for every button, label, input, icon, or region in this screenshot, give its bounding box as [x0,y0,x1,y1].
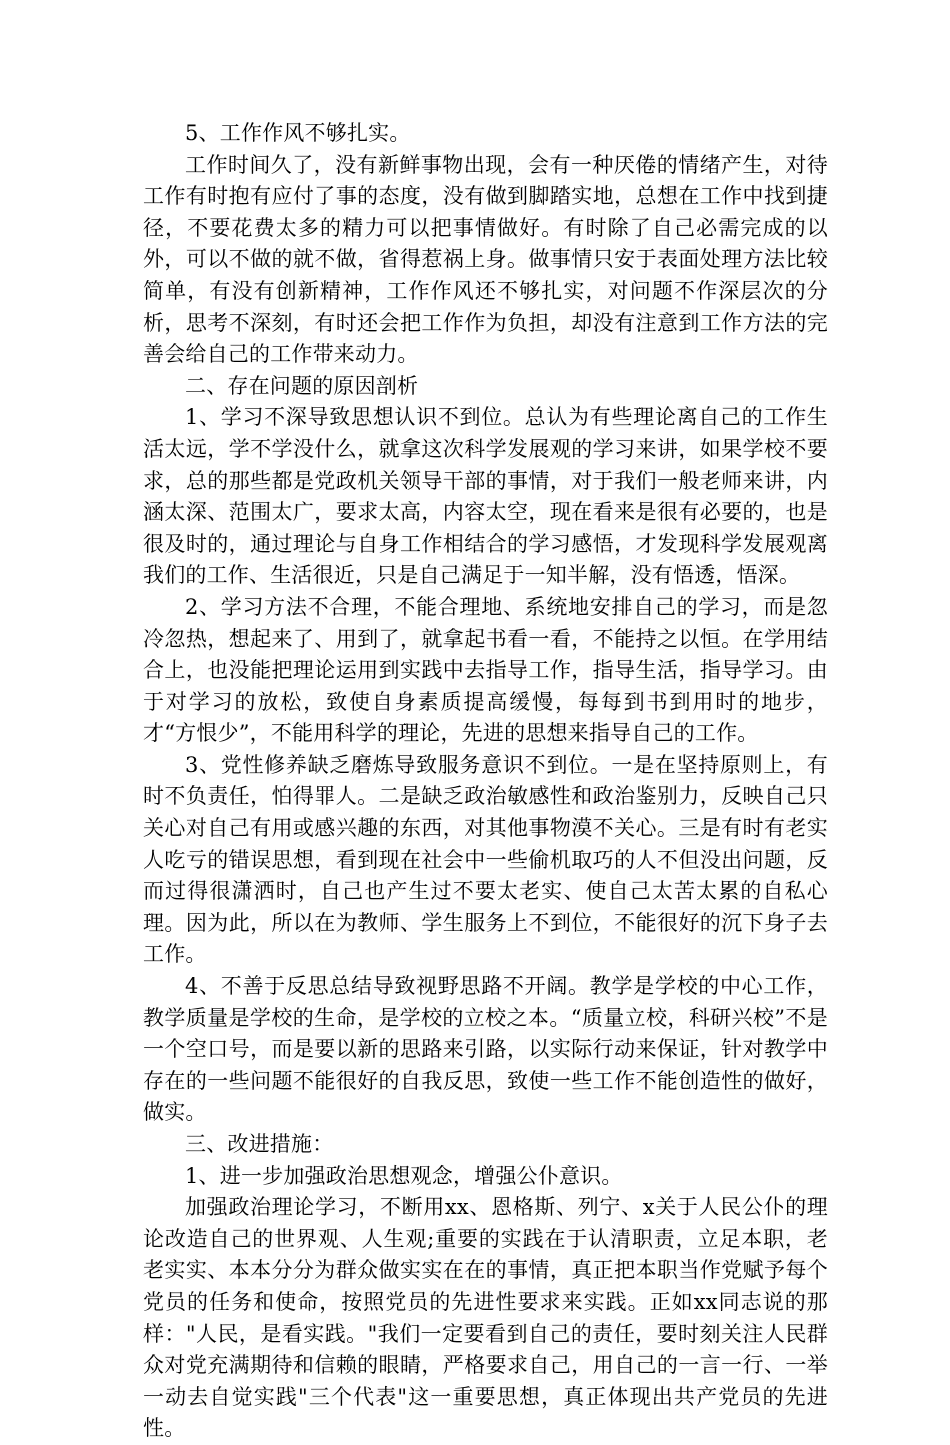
paragraph-cause-2: 2、学习方法不合理，不能合理地、系统地安排自己的学习，而是忽冷忽热，想起来了、用到了，就拿起书看一看，不能持之以恒。在学用结合上，也没能把理论运用到实践中去指导工作，指导生活，指导学习。由于对学习的放松，致使自身素质提高缓慢，每每到书到用时的地步，才“方恨少”，不能用科学的理论，先进的思想来指导自己的工作。 [143,594,828,746]
paragraph-measure-1: 加强政治理论学习，不断用xx、恩格斯、列宁、x关于人民公仆的理论改造自己的世界观、人生观;重要的实践在于认清职责，立足本职，老老实实、本本分分为群众做实实在在的事情，真正把本职当作党赋予每个党员的任务和使命，按照党员的先进性要求来实践。正如xx同志说的那样："人民，是看实践。"我们一定要看到自己的责任，要时刻关注人民群众对党充满期待和信赖的眼睛，严格要求自己，用自己的一言一行、一举一动去自觉实践"三个代表"这一重要思想，真正体现出共产党员的先进性。 [143,1195,828,1441]
section-heading-2: 二、存在问题的原因剖析 [185,373,419,398]
document-body [143,118,828,1445]
section-heading-3: 三、改进措施： [185,1132,334,1156]
paragraph-cause-3: 3、党性修养缺乏磨炼导致服务意识不到位。一是在坚持原则上，有时不负责任，怕得罪人。二是缺乏政治敏感性和政治鉴别力，反映自己只关心对自己有用或感兴趣的东西，对其他事物漠不关心。三是有时有老实人吃亏的错误思想，看到现在社会中一些偷机取巧的人不但没出问题，反而过得很潇洒时，自己也产生过不要太老实、使自己太苦太累的自私心理。因为此，所以在为教师、学生服务上不到位，不能很好的沉下身子去工作。 [143,752,828,967]
paragraph-work-style: 工作时间久了，没有新鲜事物出现，会有一种厌倦的情绪产生，对待工作有时抱有应付了事的态度，没有做到脚踏实地，总想在工作中找到捷径，不要花费太多的精力可以把事情做好。有时除了自己必需完成的以外，可以不做的就不做，省得惹祸上身。做事情只安于表面处理方法比较简单，有没有创新精神，工作作风还不够扎实，对问题不作深层次的分析，思考不深刻，有时还会把工作作为负担，却没有注意到工作方法的完善会给自己的工作带来动力。 [143,152,828,367]
paragraph-cause-4: 4、不善于反思总结导致视野思路不开阔。教学是学校的中心工作，教学质量是学校的生命，是学校的立校之本。“质量立校，科研兴校”不是一个空口号，而是要以新的思路来引路，以实际行动来保证，针对教学中存在的一些问题不能很好的自我反思，致使一些工作不能创造性的做好，做实。 [143,974,828,1125]
measure-heading-1: 1、进一步加强政治思想观念，增强公仆意识。 [185,1163,623,1188]
paragraph-heading-5: 5、工作作风不够扎实。 [185,121,411,145]
paragraph-cause-1: 1、学习不深导致思想认识不到位。总认为有些理论离自己的工作生活太远，学不学没什么，就拿这次科学发展观的学习来讲，如果学校不要求，总的那些都是党政机关领导干部的事情，对于我们一般老师来讲，内涵太深、范围太广，要求太高，内容太空，现在看来是很有必要的，也是很及时的，通过理论与自身工作相结合的学习感悟，才发现科学发展观离我们的工作、生活很近，只是自己满足于一知半解，没有悟透，悟深。 [143,405,828,588]
